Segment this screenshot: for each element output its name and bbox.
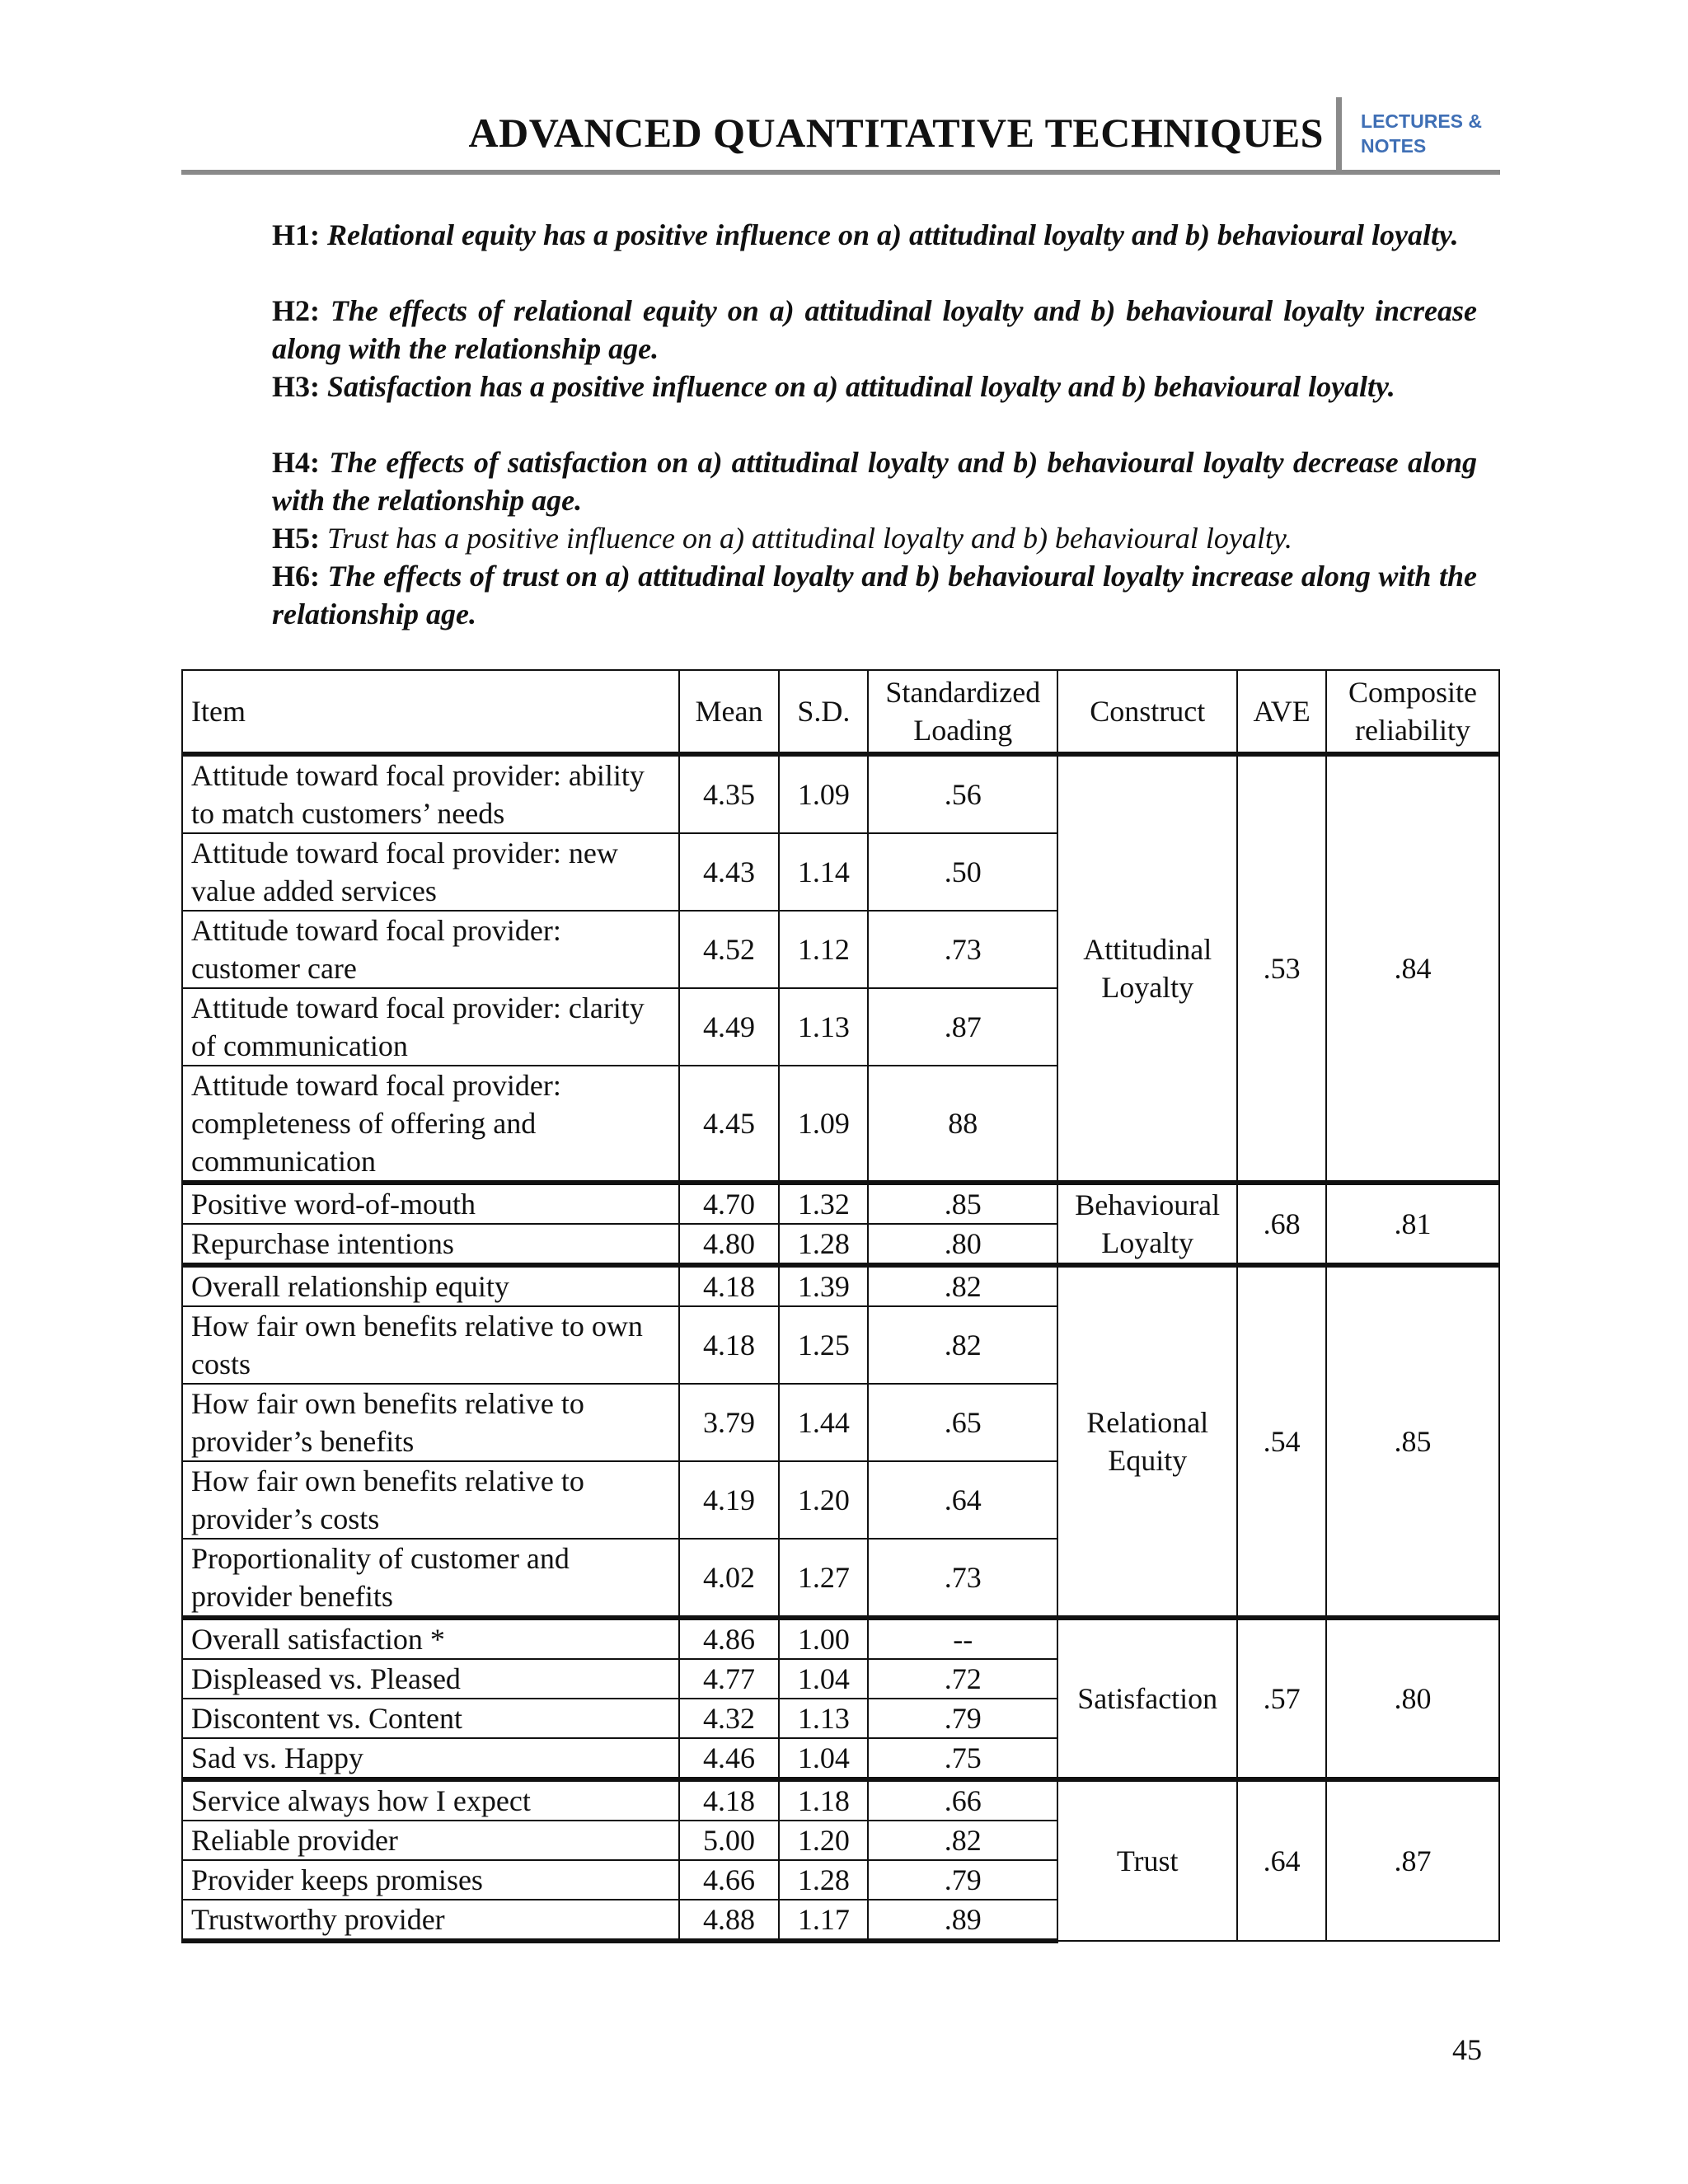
- cell-mean: 4.46: [679, 1738, 780, 1779]
- cell-item: Service always how I expect: [182, 1779, 679, 1821]
- cell-sd: 1.12: [779, 911, 868, 988]
- cell-item: How fair own benefits relative to provider’s benefits: [182, 1384, 679, 1461]
- lectures-notes-tag: [1361, 109, 1482, 158]
- cell-loading: .85: [868, 1183, 1057, 1224]
- cell-loading: .50: [868, 833, 1057, 911]
- hypothesis-label: H5:: [272, 522, 320, 555]
- cell-ave: .53: [1237, 754, 1326, 1183]
- cell-item: Trustworthy provider: [182, 1900, 679, 1941]
- cell-cr: .80: [1326, 1618, 1499, 1779]
- cell-loading: .87: [868, 988, 1057, 1066]
- cell-mean: 4.88: [679, 1900, 780, 1941]
- hypothesis-text: The effects of trust on a) attitudinal loyalty and b) behavioural loyalty increase along with the relationship age.: [272, 560, 1477, 630]
- cell-mean: 4.52: [679, 911, 780, 988]
- cell-sd: 1.00: [779, 1618, 868, 1659]
- cell-mean: 4.18: [679, 1265, 780, 1306]
- cell-mean: 4.32: [679, 1699, 780, 1738]
- cell-loading: .82: [868, 1821, 1057, 1860]
- cell-mean: 4.43: [679, 833, 780, 911]
- cell-item: Attitude toward focal provider: clarity of communication: [182, 988, 679, 1066]
- cell-sd: 1.32: [779, 1183, 868, 1224]
- cell-item: Attitude toward focal provider: ability to match customers’ needs: [182, 754, 679, 833]
- cell-loading: .82: [868, 1306, 1057, 1384]
- cell-item: Discontent vs. Content: [182, 1699, 679, 1738]
- cell-mean: 4.86: [679, 1618, 780, 1659]
- col-header-cr: Composite reliability: [1326, 670, 1499, 754]
- cell-loading: .66: [868, 1779, 1057, 1821]
- hypothesis-text: Satisfaction has a positive influence on a) attitudinal loyalty and b) behavioural loyalty.: [327, 370, 1395, 403]
- cell-item: Positive word-of-mouth: [182, 1183, 679, 1224]
- cell-mean: 4.66: [679, 1860, 780, 1900]
- cell-sd: 1.27: [779, 1539, 868, 1618]
- col-header-item: Item: [182, 670, 679, 754]
- hypothesis-label: H3:: [272, 370, 320, 403]
- hypothesis-text: Trust has a positive influence on a) attitudinal loyalty and b) behavioural loyalty.: [327, 522, 1292, 555]
- cell-cr: .87: [1326, 1779, 1499, 1941]
- cell-loading: .79: [868, 1860, 1057, 1900]
- col-header-loading: Standardized Loading: [868, 670, 1057, 754]
- cell-mean: 4.70: [679, 1183, 780, 1224]
- cell-mean: 4.02: [679, 1539, 780, 1618]
- tag-line-1: LECTURES &: [1361, 110, 1482, 132]
- cell-item: Proportionality of customer and provider benefits: [182, 1539, 679, 1618]
- header-rule: [181, 170, 1500, 175]
- hypothesis-h4: [272, 443, 1477, 519]
- cell-item: Attitude toward focal provider: new value added services: [182, 833, 679, 911]
- cell-mean: 4.80: [679, 1224, 780, 1265]
- cell-sd: 1.17: [779, 1900, 868, 1941]
- cell-item: Sad vs. Happy: [182, 1738, 679, 1779]
- hypothesis-h6: [272, 557, 1477, 633]
- cell-item: Reliable provider: [182, 1821, 679, 1860]
- cell-mean: 4.45: [679, 1066, 780, 1183]
- cell-construct: Attitudinal Loyalty: [1057, 754, 1237, 1183]
- cell-ave: .64: [1237, 1779, 1326, 1941]
- cell-loading: .80: [868, 1224, 1057, 1265]
- hypothesis-text: The effects of relational equity on a) attitudinal loyalty and b) behavioural loyalty increase along with the relationship age.: [272, 294, 1478, 365]
- cell-item: Attitude toward focal provider: completeness of offering and communication: [182, 1066, 679, 1183]
- header-separator: [1336, 97, 1342, 170]
- col-header-sd: S.D.: [779, 670, 868, 754]
- cell-construct: Relational Equity: [1057, 1265, 1237, 1618]
- table-row: [182, 1183, 1499, 1224]
- cell-mean: 5.00: [679, 1821, 780, 1860]
- cell-sd: 1.25: [779, 1306, 868, 1384]
- cell-sd: 1.14: [779, 833, 868, 911]
- cell-sd: 1.20: [779, 1821, 868, 1860]
- cell-ave: .54: [1237, 1265, 1326, 1618]
- table-row: [182, 1618, 1499, 1659]
- cell-sd: 1.20: [779, 1461, 868, 1539]
- cell-loading: .75: [868, 1738, 1057, 1779]
- cell-cr: .84: [1326, 754, 1499, 1183]
- cell-item: Overall satisfaction *: [182, 1618, 679, 1659]
- cell-item: How fair own benefits relative to own costs: [182, 1306, 679, 1384]
- cell-loading: .79: [868, 1699, 1057, 1738]
- cell-loading: .64: [868, 1461, 1057, 1539]
- col-header-mean: Mean: [679, 670, 780, 754]
- cell-loading: .89: [868, 1900, 1057, 1941]
- cell-sd: 1.09: [779, 1066, 868, 1183]
- hypothesis-h1: [272, 216, 1477, 254]
- cell-mean: 4.49: [679, 988, 780, 1066]
- cell-item: Overall relationship equity: [182, 1265, 679, 1306]
- hypothesis-label: H4:: [272, 446, 320, 479]
- cell-loading: .82: [868, 1265, 1057, 1306]
- cell-mean: 4.18: [679, 1779, 780, 1821]
- hypothesis-label: H1:: [272, 218, 320, 251]
- table-row: [182, 1265, 1499, 1306]
- cell-sd: 1.39: [779, 1265, 868, 1306]
- hypothesis-label: H2:: [272, 294, 320, 327]
- cell-item: Repurchase intentions: [182, 1224, 679, 1265]
- cell-loading: .73: [868, 911, 1057, 988]
- cell-item: Provider keeps promises: [182, 1860, 679, 1900]
- cell-loading: .56: [868, 754, 1057, 833]
- cell-sd: 1.09: [779, 754, 868, 833]
- cell-construct: Trust: [1057, 1779, 1237, 1941]
- cell-cr: .85: [1326, 1265, 1499, 1618]
- cell-mean: 4.19: [679, 1461, 780, 1539]
- cell-construct: Satisfaction: [1057, 1618, 1237, 1779]
- cell-loading: .65: [868, 1384, 1057, 1461]
- cell-sd: 1.04: [779, 1659, 868, 1699]
- cell-loading: 88: [868, 1066, 1057, 1183]
- table-row: [182, 754, 1499, 833]
- cell-sd: 1.13: [779, 988, 868, 1066]
- cell-cr: .81: [1326, 1183, 1499, 1265]
- col-header-construct: Construct: [1057, 670, 1237, 754]
- cell-mean: 4.77: [679, 1659, 780, 1699]
- cell-ave: .68: [1237, 1183, 1326, 1265]
- cell-construct: Behavioural Loyalty: [1057, 1183, 1237, 1265]
- cell-mean: 4.35: [679, 754, 780, 833]
- cell-item: Attitude toward focal provider: customer care: [182, 911, 679, 988]
- hypothesis-h3: [272, 368, 1477, 405]
- cell-ave: .57: [1237, 1618, 1326, 1779]
- cell-mean: 3.79: [679, 1384, 780, 1461]
- cell-item: Displeased vs. Pleased: [182, 1659, 679, 1699]
- cell-loading: .73: [868, 1539, 1057, 1618]
- cell-loading: --: [868, 1618, 1057, 1659]
- cell-sd: 1.28: [779, 1224, 868, 1265]
- cell-sd: 1.28: [779, 1860, 868, 1900]
- cell-sd: 1.44: [779, 1384, 868, 1461]
- hypothesis-h2: [272, 292, 1477, 368]
- table-header-row: [182, 670, 1499, 754]
- cell-mean: 4.18: [679, 1306, 780, 1384]
- page-header: [181, 97, 1500, 173]
- cell-sd: 1.04: [779, 1738, 868, 1779]
- cell-sd: 1.18: [779, 1779, 868, 1821]
- measurement-table: [181, 669, 1500, 1943]
- cell-sd: 1.13: [779, 1699, 868, 1738]
- col-header-ave: AVE: [1237, 670, 1326, 754]
- cell-item: How fair own benefits relative to provider’s costs: [182, 1461, 679, 1539]
- cell-loading: .72: [868, 1659, 1057, 1699]
- tag-line-2: NOTES: [1361, 135, 1427, 157]
- hypothesis-text: The effects of satisfaction on a) attitudinal loyalty and b) behavioural loyalty decrease along with the relationship age.: [272, 446, 1477, 517]
- hypothesis-label: H6:: [272, 560, 320, 593]
- hypothesis-text: Relational equity has a positive influence on a) attitudinal loyalty and b) behavioural loyalty.: [327, 218, 1459, 251]
- hypothesis-h5: [272, 519, 1477, 557]
- table-row: [182, 1779, 1499, 1821]
- page-number: 45: [1452, 2033, 1482, 2066]
- document-title: ADVANCED QUANTITATIVE TECHNIQUES: [468, 110, 1324, 156]
